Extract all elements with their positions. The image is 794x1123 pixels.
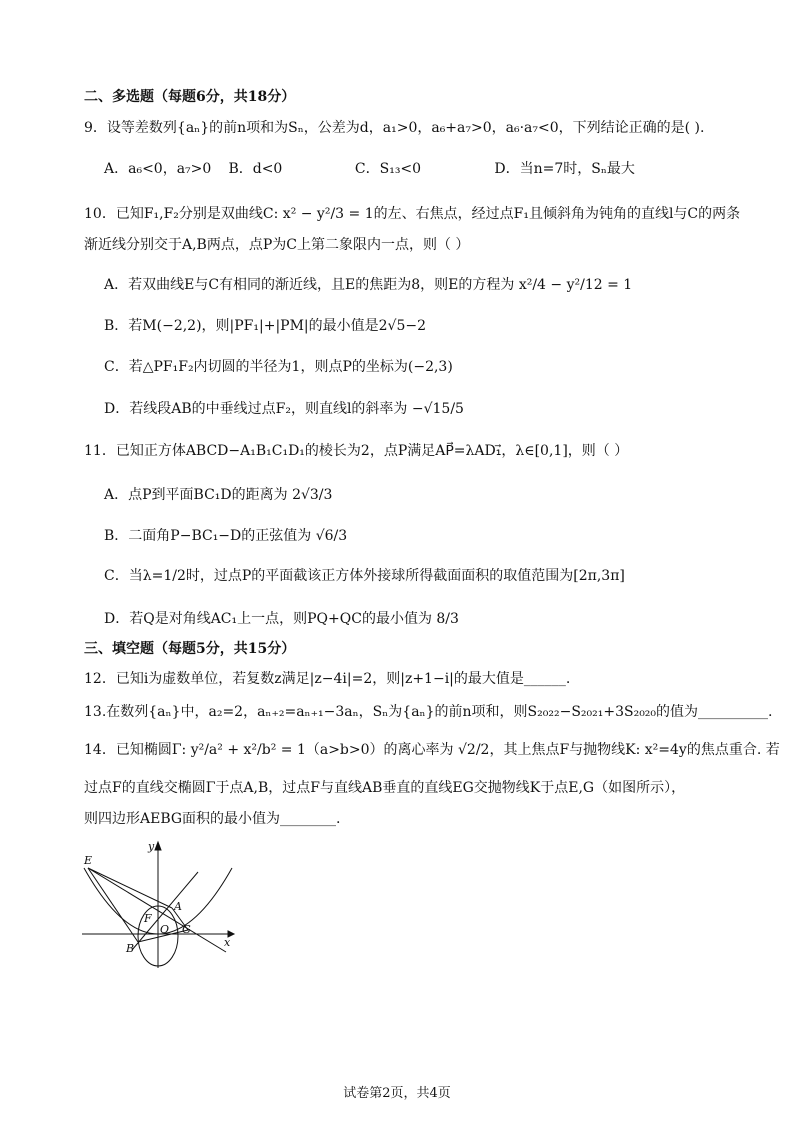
q9-option-d: D．当n=7时，Sₙ最大 xyxy=(494,161,635,177)
section-title-fill-in: 三、填空题（每题5分，共15分） xyxy=(84,641,296,657)
q10-option-a: A．若双曲线E与C有相同的渐近线，且E的焦距为8，则E的方程为 x²/4 − y²/12 = 1 xyxy=(104,277,633,293)
q9-option-a: A．a₆<0，a₇>0 xyxy=(104,161,212,177)
section-title-multiple-choice: 二、多选题（每题6分，共18分） xyxy=(84,89,296,105)
q11-option-d: D．若Q是对角线AC₁上一点，则PQ+QC的最小值为 8/3 xyxy=(104,611,459,627)
q11-option-c: C．当λ=1/2时，过点P的平面截该正方体外接球所得截面面积的取值范围为[2π,3π] xyxy=(104,568,625,584)
label-f: F xyxy=(144,912,152,925)
line-eg xyxy=(88,868,226,952)
q9-option-c: C．S₁₃<0 xyxy=(354,161,422,177)
question-14-line2: 过点F的直线交椭圆Γ于点A,B，过点F与直线AB垂直的直线EG交抛物线K于点E,G（如图所示）， xyxy=(84,780,686,796)
label-b: B xyxy=(126,942,135,955)
question-13-stem: 13.在数列{aₙ}中，a₂=2，aₙ₊₂=aₙ₊₁−3aₙ，Sₙ为{aₙ}的前n项和，则S₂₀₂₂−S₂₀₂₁+3S₂₀₂₀的值为__________. xyxy=(84,704,773,720)
question-9-options xyxy=(104,160,635,178)
y-axis-arrow xyxy=(155,842,161,850)
q10-option-d: D．若线段AB的中垂线过点F₂，则直线l的斜率为 −√15/5 xyxy=(104,401,464,417)
question-11-stem: 11．已知正方体ABCD−A₁B₁C₁D₁的棱长为2，点P满足AP⃗=λAD₁⃗，λ∈[0,1]，则（ ） xyxy=(84,443,629,459)
page-footer: 试卷第2页，共4页 xyxy=(343,1086,451,1101)
question-10-stem-line1: 10．已知F₁,F₂分别是双曲线C: x² − y²/3 = 1的左、右焦点，经过点F₁且倾斜角为钝角的直线l与C的两条 xyxy=(84,206,741,222)
q11-option-a: A．点P到平面BC₁D的距离为 2√3/3 xyxy=(104,487,333,503)
label-e: E xyxy=(84,854,93,867)
label-a: A xyxy=(174,900,182,913)
question-10-stem-line2: 渐近线分别交于A,B两点，点P为C上第二象限内一点，则（ ） xyxy=(84,237,470,253)
q10-option-c: C．若△PF₁F₂内切圆的半径为1，则点P的坐标为(−2,3) xyxy=(104,359,453,375)
label-o: O xyxy=(160,923,170,936)
segment-eb xyxy=(88,868,138,942)
q11-option-b: B．二面角P−BC₁−D的正弦值为 √6/3 xyxy=(104,528,348,544)
question-14-line3: 则四边形AEBG面积的最小值为________. xyxy=(84,811,341,827)
question-14-line1: 14．已知椭圆Γ: y²/a² + x²/b² = 1（a>b>0）的离心率为 √2/2，其上焦点F与抛物线K: x²=4y的焦点重合. 若 xyxy=(84,742,780,758)
question-12-stem: 12．已知i为虚数单位，若复数z满足|z−4i|=2，则|z+1−i|的最大值是______. xyxy=(84,671,571,687)
q10-option-b: B．若M(−2,2)，则|PF₁|+|PM|的最小值是2√5−2 xyxy=(104,318,427,334)
line-ab xyxy=(132,872,198,950)
q9-option-b: B．d<0 xyxy=(228,161,283,177)
segment-ea xyxy=(88,868,172,908)
label-g: G xyxy=(182,923,191,936)
label-x: x xyxy=(224,936,231,949)
ellipse-parabola-figure xyxy=(78,838,236,970)
label-y: y xyxy=(148,840,155,853)
question-9-stem: 9．设等差数列{aₙ}的前n项和为Sₙ，公差为d，a₁>0，a₆+a₇>0，a₆·a₇<0，下列结论正确的是( ). xyxy=(84,120,705,136)
